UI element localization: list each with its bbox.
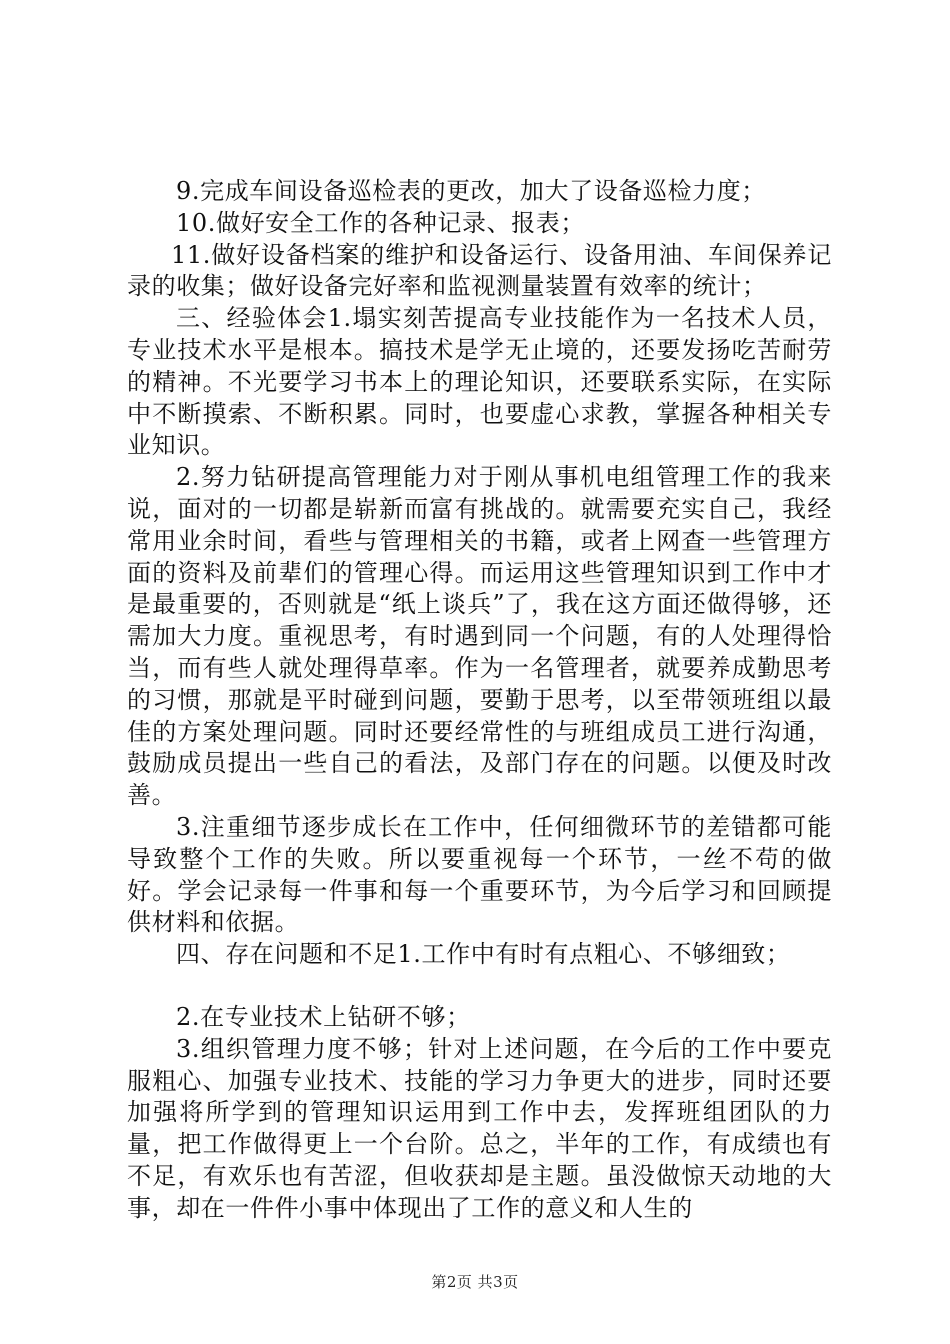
paragraph-gap [127, 971, 832, 1002]
document-body [127, 176, 832, 1225]
paragraph-experience: 三、经验体会1.塌实刻苦提高专业技能作为一名技术人员，专业技术水平是根本。搞技术是学无止境的，还要发扬吃苦耐劳的精神。不光要学习书本上的理论知识，还要联系实际，在实际中不断摸索、不断积累。同时，也要虚心求教，掌握各种相关专业知识。 [127, 304, 832, 460]
paragraph-item-10: 10.做好安全工作的各种记录、报表； [176, 208, 585, 237]
paragraph-details: 3.注重细节逐步成长在工作中，任何细微环节的差错都可能导致整个工作的失败。所以要重视每一个环节，一丝不苟的做好。学会记录每一件事和每一个重要环节，为今后学习和回顾提供材料和依据。 [127, 812, 832, 937]
paragraph-item-9: 9.完成车间设备巡检表的更改，加大了设备巡检力度； [176, 177, 766, 205]
paragraph-problem-3: 3.组织管理力度不够；针对上述问题，在今后的工作中要克服粗心、加强专业技术、技能的学习力争更大的进步，同时还要加强将所学到的管理知识运用到工作中去，发挥班组团队的力量，把工作做得更上一个台阶。总之，半年的工作，有成绩也有不足，有欢乐也有苦涩，但收获却是主题。虽没做惊天动地的大事，却在一件件小事中体现出了工作的意义和人生的 [127, 1034, 832, 1222]
paragraph-problem-2: 2.在专业技术上钻研不够； [176, 1002, 471, 1031]
paragraph-item-11: 11.做好设备档案的维护和设备运行、设备用油、车间保养记录的收集；做好设备完好率和监视测量装置有效率的统计； [127, 240, 832, 301]
paragraph-management: 2.努力钻研提高管理能力对于刚从事机电组管理工作的我来说，面对的一切都是崭新而富有挑战的。就需要充实自己，我经常用业余时间，看些与管理相关的书籍，或者上网查一些管理方面的资料及前辈们的管理心得。而运用这些管理知识到工作中才是最重要的，否则就是“纸上谈兵”了，我在这方面还做得够，还需加大力度。重视思考，有时遇到同一个问题，有的人处理得恰当，而有些人就处理得草率。作为一名管理者，就要养成勤思考的习惯，那就是平时碰到问题，要勤于思考，以至带领班组以最佳的方案处理问题。同时还要经常性的与班组成员工进行沟通，鼓励成员提出一些自己的看法，及部门存在的问题。以便及时改善。 [127, 463, 832, 810]
paragraph-problems: 四、存在问题和不足1.工作中有时有点粗心、不够细致； [176, 940, 791, 969]
page-number-footer: 第2页 共3页 [431, 1273, 519, 1291]
